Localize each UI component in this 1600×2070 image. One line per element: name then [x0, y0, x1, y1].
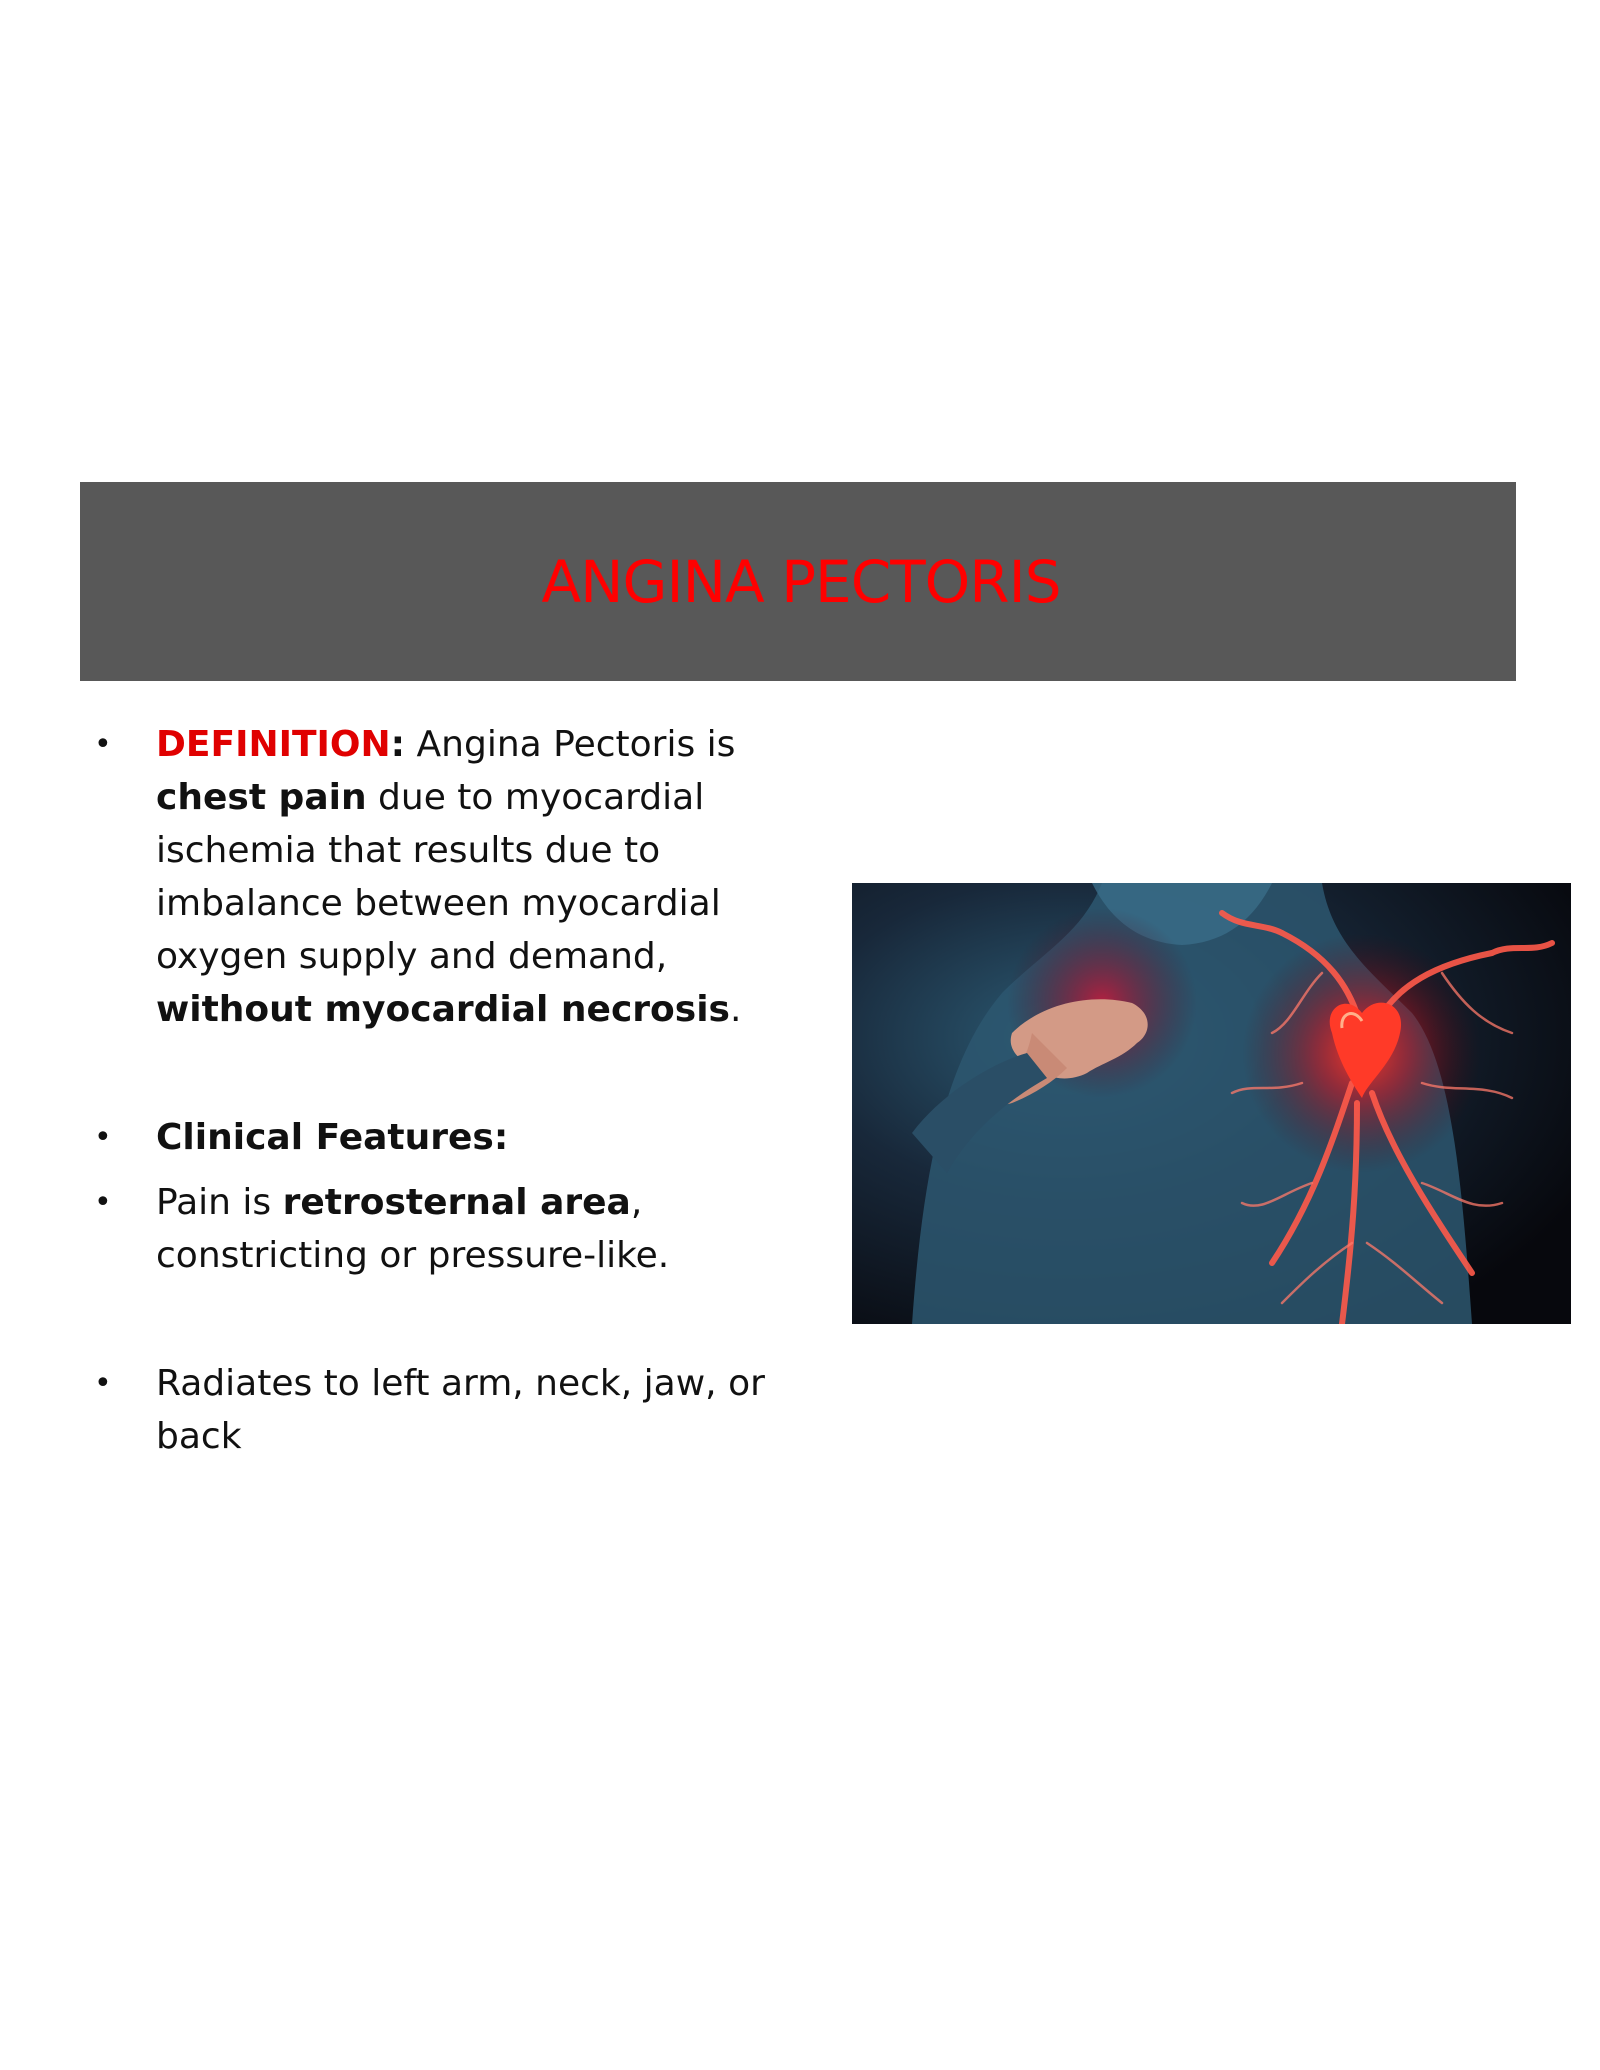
- definition-label: DEFINITION: [156, 724, 391, 765]
- pain-text-2: , constricting or pressure-like.: [156, 1182, 670, 1276]
- bullet-pain: [80, 1176, 800, 1282]
- bullet-dot: •: [94, 1120, 112, 1155]
- bullet-radiation: [80, 1357, 800, 1463]
- radiation-text: Radiates to left arm, neck, jaw, or back: [156, 1363, 765, 1457]
- definition-bold-1: chest pain: [156, 777, 367, 818]
- bullet-definition: [80, 718, 800, 1036]
- title-bar: [80, 482, 1516, 681]
- bullet-list: [80, 718, 800, 1463]
- definition-text-3: .: [729, 989, 742, 1030]
- heart-illustration-image: [852, 883, 1571, 1324]
- definition-text-1: Angina Pectoris is: [405, 724, 736, 765]
- definition-bold-2: without myocardial necrosis: [156, 989, 730, 1030]
- bullet-dot: •: [94, 727, 112, 762]
- clinical-features-heading: Clinical Features:: [156, 1117, 509, 1158]
- slide-title: ANGINA PECTORIS: [541, 547, 1061, 616]
- definition-colon: :: [390, 724, 406, 765]
- pain-text-1: Pain is: [156, 1182, 283, 1223]
- bullet-dot: •: [94, 1366, 112, 1401]
- bullet-dot: •: [94, 1185, 112, 1220]
- pain-bold: retrosternal area: [282, 1182, 631, 1223]
- heart-illustration-svg: [852, 883, 1571, 1324]
- definition-text-2: due to myocardial ischemia that results due to imbalance between myocardial oxygen supply and demand,: [156, 777, 721, 977]
- bullet-clinical-features: [80, 1111, 800, 1164]
